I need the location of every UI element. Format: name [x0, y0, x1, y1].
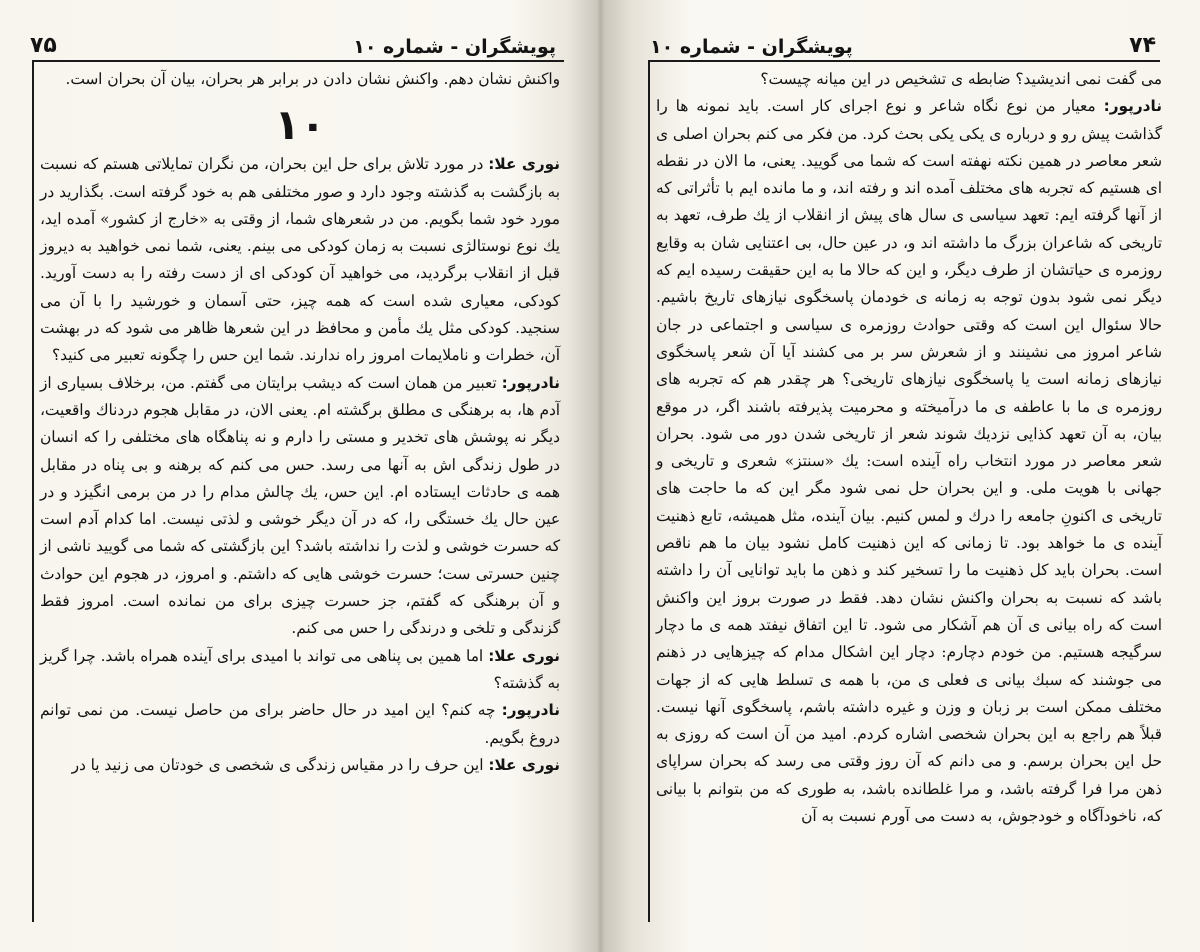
right-page	[600, 0, 1200, 952]
speaker-label: نادرپور:	[501, 373, 560, 392]
left-header-rule	[32, 60, 564, 62]
paragraph-text: اما همین بی پناهی می تواند با امیدی برای آینده همراه باشد. چرا گریز به گذشته؟	[40, 646, 560, 692]
speaker-label: نوری علا:	[488, 646, 560, 665]
paragraph	[40, 697, 560, 752]
left-page-header	[30, 18, 556, 58]
paragraph-text: این حرف را در مقیاس زندگی ی شخصی ی خودتان می زنید یا در	[71, 755, 484, 774]
right-page-number: ۷۴	[1129, 33, 1156, 58]
speaker-label: نادرپور:	[501, 701, 560, 720]
paragraph-text: معیار من نوع نگاه شاعر و نوع اجرای کار است. باید نمونه ها را گذاشت پیش رو و درباره ی یکی یکی بحث کرد. من فکر می کنم بحران اصلی ی شعر معاصر در همین نکته نهفته است که شما می گویید. یعنی، ما الان در نقطه ای هستیم که تجربه های مختلف آمده اند و رفته اند، و ما مانده ایم با تأثراتی که از آنها گرفته ایم: تعهد سیاسی ی سال های پیش از انقلاب از یك طرف، تعهد به تاریخی که شاعران بزرگ ما داشته اند و، در عین حال، بی اعتنایی شان به وقایع روزمره ی حیاتشان از طرف دیگر، و این که حالا ما به این حقیقت رسیده ایم که دیگر نمی شود بدون توجه به زمانه ی خودمان پاسخگوی نیازهای تاریخ باشیم. حالا سئوال این است که وقتی حوادث روزمره ی سیاسی و اجتماعی در جان شاعر امروز می نشینند و از شعرش سر بر می کشند آیا آن شعر پاسخگوی نیازهای زمانه است یا پاسخگوی نیازهای تاریخی؟ هر چقدر هم که تجربه های روزمره ی ما با عاطفه ی ما درآمیخته و محرمیت پذیرفته باشند اگر، در موقع بیان، به آن تعهد کذایی نزدیك شوند شعر از تاریخی شدن دور می شود. بحران شعر معاصر در مورد انتخاب راه آینده است: یك «سنتز» شعری و تاریخی و جهانی با هویت ملی. و این بحران حل نمی شود مگر این که ما حاجت های تاریخی ی اکنونِ جامعه را درك و لمس کنیم. بیان آینده، مثل همیشه، تابع ذهنیت آینده ی ما خواهد بود. تا زمانی که این ذهنیت کامل نشود بیان ما هم ناقص است. بحران باید کل ذهنیت ما را تسخیر کند و ذهن ما باید توانایی آن را داشته باشد که نسبت به بحران واکنش نشان دهد. فقط در صورت بروز این واکنش است که راه بیانی ی آن هم آشکار می شود. تا این اتفاق نیفتد همه ی ما دچار سرگیجه هستیم. من خودم دچارم: دچار این اشکال مدام که چیزهایی در ذهنم می جوشند که سبك بیانی ی فعلی ی من، با همه ی تسلط هایی که از جهات مختلف ممکن است بر زبان و وزن و غیره داشته باشم، پاسخگوی آنها نیست. قبلاً هم راجع به این بحران شخصی اشاره کردم. امید من آن است که روزی به حل این بحران برسم. و می دانم که آن روز وقتی می رسد که بحران سراپای ذهن مرا فرا گرفته باشد، و مرا غلطانده باشد، به طوری که من بتوانم با بیانی که، ناخودآگاه و خودجوش، به دست می آورم نسبت به آن	[656, 97, 1162, 826]
paragraph-text: می گفت نمی اندیشید؟ ضابطه ی تشخیص در این میانه چیست؟	[760, 70, 1162, 88]
right-margin-rule	[648, 60, 650, 922]
right-running-title: پویشگران - شماره ۱۰	[650, 36, 853, 58]
section-number: ۱۰	[274, 100, 326, 150]
paragraph-text: تعبیر من همان است که دیشب برایتان می گفتم. من، برخلاف بسیاری از آدم ها، به برهنگی ی مطلق برگشته ام. یعنی الان، در مقابل هجوم دردناك واقعیت، دیگر نه پوشش های تخدیر و مستی را دارم و نه پناهگاه های مختلفی را که انسان در طول زندگی اش به آنها می رسد. حس می کنم که برهنه و بی پناه در مقابل همه ی حادثات ایستاده ام. این حس، یك چالش مدام را در من برمی انگیزد و در عین حال یك خستگی را، که در آن دیگر خوشی و لذتی نیست. اما کدام آدم است که حسرت خوشی و لذت را نداشته باشد؟ این بازگشتی که شما می گویید ناشی از چنین حسرتی ست؛ حسرت خوشی هایی که داشتم. و امروز، در هجوم این حوادث و آن برهنگی که گفتم، جز حسرت چیزی برای من نمانده است. امروز فقط گزندگی و تلخی و درندگی را حس می کنم.	[40, 373, 560, 638]
speaker-label: نوری علا:	[488, 755, 560, 774]
paragraph	[656, 93, 1162, 830]
paragraph	[40, 643, 560, 698]
speaker-label: نادرپور:	[1103, 97, 1162, 116]
right-page-body	[656, 66, 1162, 830]
paragraph	[656, 66, 1162, 93]
right-header-rule	[648, 60, 1160, 62]
right-page-header	[650, 18, 1156, 58]
paragraph	[40, 370, 560, 643]
speaker-label: نوری علا:	[488, 155, 560, 174]
paragraph-text: چه کنم؟ این امید در حال حاضر برای من حاصل نیست. من نمی توانم دروغ بگویم.	[40, 701, 560, 747]
left-margin-rule	[32, 60, 34, 922]
left-page-number: ۷۵	[30, 33, 57, 58]
paragraph	[40, 752, 560, 779]
left-running-title: پویشگران - شماره ۱۰	[353, 36, 556, 58]
left-page-body	[40, 66, 560, 779]
paragraph-text: در مورد تلاش برای حل این بحران، من نگران تمایلاتی هستم که نسبت به بازگشت به گذشته وجود دارد و صور مختلفی هم به خود گرفته است. بگذارید در مورد خود شما بگویم. من در شعرهای شما، از وقتی به «خارج از کشور» آمده اید، یك نوع نوستالژی نسبت به زمان کودکی می بینم. یعنی، شما نمی خواهید به دیروز قبل از انقلاب برگردید، می خواهید آن کودکی ای از دست رفته را به دست آورید. کودکی، معیاری شده است که همه چیز، حتی آسمان و خورشید را با آن می سنجید. کودکی مثل یك مأمن و محافظ در این شعرها ظاهر می شود که در بهشت آن، خطرات و ناملایمات امروز راه ندارند. شما این حس را چگونه تعبیر می کنید؟	[40, 155, 560, 365]
intro-line: واکنش نشان دهم. واکنش نشان دادن در برابر هر بحران، بیان آن بحران است.	[65, 70, 560, 88]
paragraph	[40, 151, 560, 369]
